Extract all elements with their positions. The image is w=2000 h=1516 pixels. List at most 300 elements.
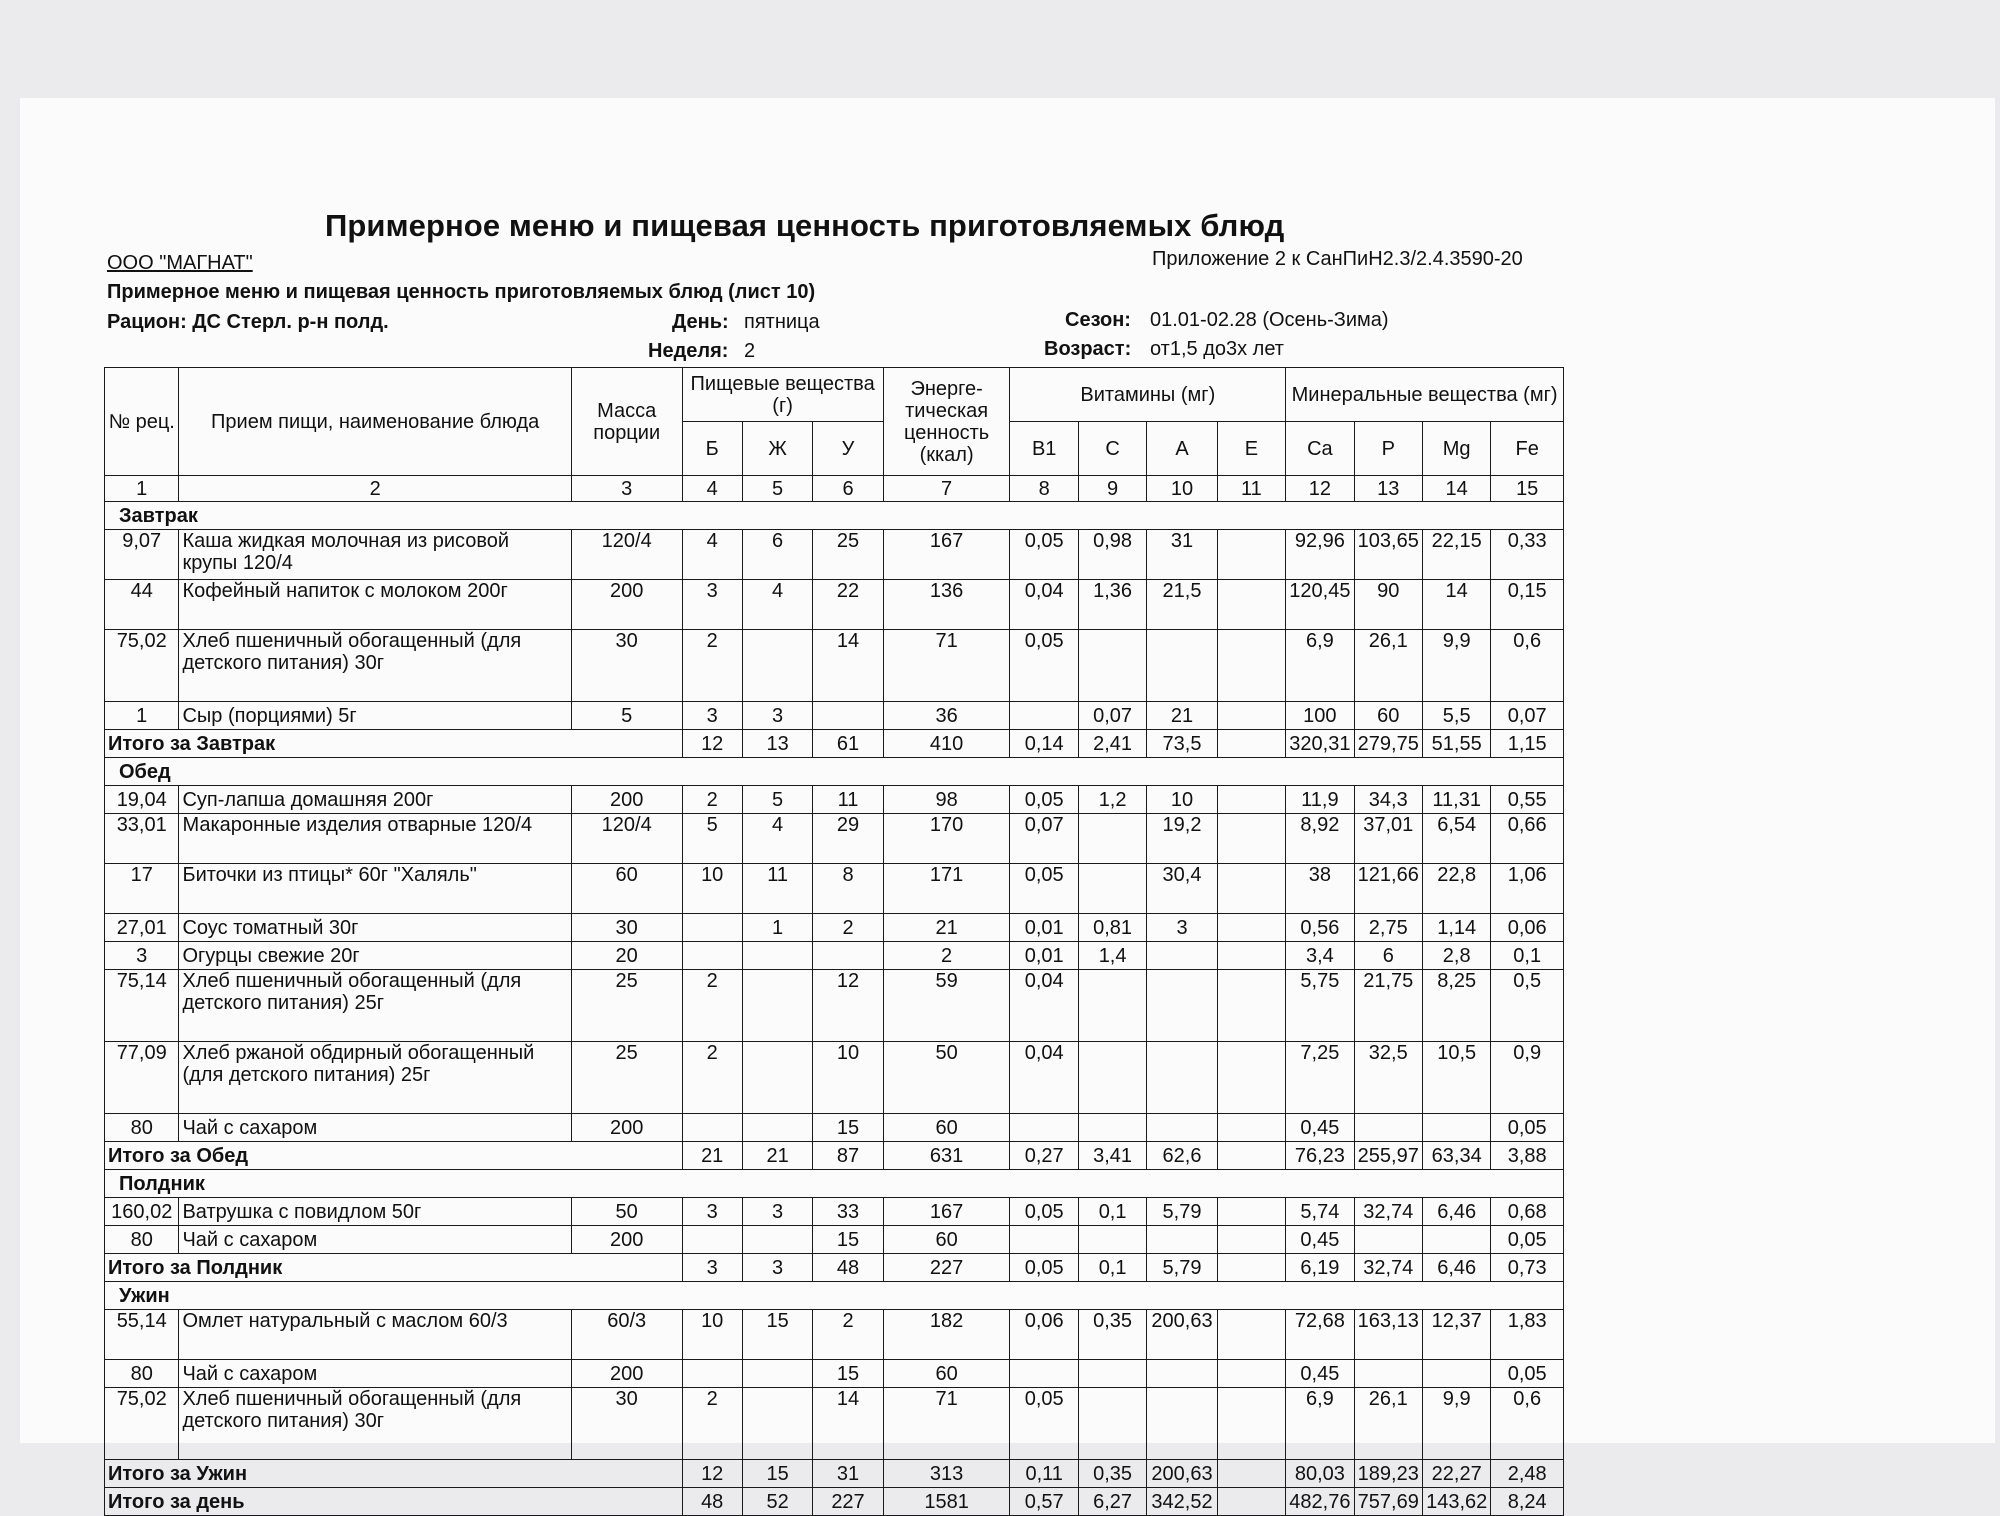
value-b1 <box>1010 1360 1078 1388</box>
total-row <box>105 730 1564 758</box>
value-e <box>1217 970 1285 1042</box>
total-kcal: 631 <box>883 1142 1010 1170</box>
value-p: 26,1 <box>1354 1388 1422 1460</box>
col-name: Прием пищи, наименование блюда <box>179 368 571 476</box>
value-c: 0,07 <box>1078 702 1146 730</box>
value-p: 26,1 <box>1354 630 1422 702</box>
column-number: 6 <box>813 476 883 502</box>
value-b: 2 <box>682 1042 742 1114</box>
value-mg: 10,5 <box>1422 1042 1490 1114</box>
day-total-c: 6,27 <box>1078 1488 1146 1516</box>
total-p: 279,75 <box>1354 730 1422 758</box>
value-fe: 0,55 <box>1491 786 1564 814</box>
value-a <box>1147 1360 1217 1388</box>
value-kcal: 71 <box>883 1388 1010 1460</box>
total-c: 0,1 <box>1078 1254 1146 1282</box>
total-b: 12 <box>682 730 742 758</box>
ration-label: Рацион: ДС Стерл. р-н полд. <box>107 311 389 333</box>
col-b: Б <box>682 422 742 476</box>
value-mg: 9,9 <box>1422 1388 1490 1460</box>
section-header-row <box>105 758 1564 786</box>
value-mg: 8,25 <box>1422 970 1490 1042</box>
value-e <box>1217 1388 1285 1460</box>
week-label: Неделя: <box>648 340 729 362</box>
value-kcal: 59 <box>883 970 1010 1042</box>
total-fe: 3,88 <box>1491 1142 1564 1170</box>
total-e <box>1217 1254 1285 1282</box>
col-mg: Mg <box>1422 422 1490 476</box>
col-fe: Fe <box>1491 422 1564 476</box>
value-zh: 5 <box>742 786 812 814</box>
dish-name: Чай с сахаром <box>179 1360 571 1388</box>
total-u: 87 <box>813 1142 883 1170</box>
value-e <box>1217 1042 1285 1114</box>
value-fe: 1,83 <box>1491 1310 1564 1360</box>
table-row <box>105 914 1564 942</box>
value-e <box>1217 864 1285 914</box>
age-value: от1,5 до3х лет <box>1150 338 1284 360</box>
value-c: 0,81 <box>1078 914 1146 942</box>
portion-mass: 50 <box>571 1198 682 1226</box>
dish-name: Макаронные изделия отварные 120/4 <box>179 814 571 864</box>
table-row <box>105 1042 1564 1114</box>
value-zh: 6 <box>742 530 812 580</box>
value-ca: 3,4 <box>1286 942 1354 970</box>
total-kcal: 410 <box>883 730 1010 758</box>
recipe-number: 75,02 <box>105 630 179 702</box>
total-fe: 2,48 <box>1491 1460 1564 1488</box>
value-kcal: 2 <box>883 942 1010 970</box>
value-u: 11 <box>813 786 883 814</box>
portion-mass: 120/4 <box>571 530 682 580</box>
value-c <box>1078 1226 1146 1254</box>
value-p: 37,01 <box>1354 814 1422 864</box>
section-title: Ужин <box>105 1282 1564 1310</box>
value-c <box>1078 864 1146 914</box>
value-a: 200,63 <box>1147 1310 1217 1360</box>
day-total-a: 342,52 <box>1147 1488 1217 1516</box>
total-c: 2,41 <box>1078 730 1146 758</box>
column-number: 3 <box>571 476 682 502</box>
value-p: 32,5 <box>1354 1042 1422 1114</box>
total-zh: 13 <box>742 730 812 758</box>
total-zh: 3 <box>742 1254 812 1282</box>
value-b1 <box>1010 702 1078 730</box>
value-fe: 0,6 <box>1491 630 1564 702</box>
recipe-number: 55,14 <box>105 1310 179 1360</box>
value-a: 21 <box>1147 702 1217 730</box>
total-label: Итого за Обед <box>105 1142 683 1170</box>
day-total-fe: 8,24 <box>1491 1488 1564 1516</box>
table-row <box>105 1226 1564 1254</box>
value-u: 12 <box>813 970 883 1042</box>
table-row <box>105 814 1564 864</box>
total-mg: 6,46 <box>1422 1254 1490 1282</box>
value-e <box>1217 1310 1285 1360</box>
total-zh: 15 <box>742 1460 812 1488</box>
value-u: 15 <box>813 1114 883 1142</box>
day-total-ca: 482,76 <box>1286 1488 1354 1516</box>
value-kcal: 60 <box>883 1114 1010 1142</box>
portion-mass: 200 <box>571 1360 682 1388</box>
portion-mass: 200 <box>571 786 682 814</box>
value-b1: 0,01 <box>1010 942 1078 970</box>
value-kcal: 167 <box>883 1198 1010 1226</box>
total-row <box>105 1460 1564 1488</box>
value-zh <box>742 1360 812 1388</box>
value-c: 1,36 <box>1078 580 1146 630</box>
value-p <box>1354 1114 1422 1142</box>
total-row <box>105 1254 1564 1282</box>
value-p: 21,75 <box>1354 970 1422 1042</box>
value-b: 2 <box>682 1388 742 1460</box>
value-fe: 0,07 <box>1491 702 1564 730</box>
value-b1: 0,05 <box>1010 864 1078 914</box>
column-number: 11 <box>1217 476 1285 502</box>
table-row <box>105 1360 1564 1388</box>
value-zh <box>742 1226 812 1254</box>
column-number: 1 <box>105 476 179 502</box>
day-total-kcal: 1581 <box>883 1488 1010 1516</box>
table-row <box>105 1310 1564 1360</box>
value-mg <box>1422 1360 1490 1388</box>
table-row <box>105 580 1564 630</box>
subtitle: Примерное меню и пищевая ценность приготовляемых блюд (лист 10) <box>107 281 816 303</box>
value-a <box>1147 1226 1217 1254</box>
value-e <box>1217 1114 1285 1142</box>
value-p: 2,75 <box>1354 914 1422 942</box>
value-zh: 4 <box>742 580 812 630</box>
dish-name: Каша жидкая молочная из рисовой крупы 120/4 <box>179 530 571 580</box>
day-label: День: <box>672 311 729 333</box>
dish-name: Чай с сахаром <box>179 1114 571 1142</box>
table-row <box>105 530 1564 580</box>
value-c <box>1078 1042 1146 1114</box>
total-mg: 51,55 <box>1422 730 1490 758</box>
total-b: 21 <box>682 1142 742 1170</box>
total-fe: 0,73 <box>1491 1254 1564 1282</box>
menu-table <box>104 367 1564 1516</box>
value-c: 1,4 <box>1078 942 1146 970</box>
value-c <box>1078 630 1146 702</box>
dish-name: Соус томатный 30г <box>179 914 571 942</box>
total-ca: 6,19 <box>1286 1254 1354 1282</box>
value-kcal: 50 <box>883 1042 1010 1114</box>
column-number: 14 <box>1422 476 1490 502</box>
value-zh: 15 <box>742 1310 812 1360</box>
value-ca: 5,74 <box>1286 1198 1354 1226</box>
value-b <box>682 942 742 970</box>
value-b: 3 <box>682 1198 742 1226</box>
total-c: 3,41 <box>1078 1142 1146 1170</box>
value-b1: 0,05 <box>1010 786 1078 814</box>
recipe-number: 80 <box>105 1360 179 1388</box>
value-ca: 0,56 <box>1286 914 1354 942</box>
value-fe: 0,5 <box>1491 970 1564 1042</box>
value-b1: 0,05 <box>1010 1198 1078 1226</box>
value-ca: 0,45 <box>1286 1226 1354 1254</box>
table-row <box>105 702 1564 730</box>
value-kcal: 171 <box>883 864 1010 914</box>
value-a: 10 <box>1147 786 1217 814</box>
total-e <box>1217 1142 1285 1170</box>
day-total-p: 757,69 <box>1354 1488 1422 1516</box>
value-fe: 0,9 <box>1491 1042 1564 1114</box>
value-u: 22 <box>813 580 883 630</box>
value-p: 32,74 <box>1354 1198 1422 1226</box>
value-fe: 1,06 <box>1491 864 1564 914</box>
value-b: 3 <box>682 580 742 630</box>
column-number: 13 <box>1354 476 1422 502</box>
value-kcal: 182 <box>883 1310 1010 1360</box>
value-b1: 0,06 <box>1010 1310 1078 1360</box>
value-p: 90 <box>1354 580 1422 630</box>
value-mg: 11,31 <box>1422 786 1490 814</box>
value-u: 14 <box>813 1388 883 1460</box>
value-a <box>1147 1388 1217 1460</box>
value-u: 2 <box>813 914 883 942</box>
total-e <box>1217 1460 1285 1488</box>
value-mg: 5,5 <box>1422 702 1490 730</box>
value-ca: 0,45 <box>1286 1360 1354 1388</box>
age-label: Возраст: <box>1044 338 1132 360</box>
value-a: 19,2 <box>1147 814 1217 864</box>
value-b: 2 <box>682 630 742 702</box>
recipe-number: 44 <box>105 580 179 630</box>
value-mg: 12,37 <box>1422 1310 1490 1360</box>
value-e <box>1217 530 1285 580</box>
section-header-row <box>105 502 1564 530</box>
value-b1: 0,04 <box>1010 970 1078 1042</box>
value-b: 4 <box>682 530 742 580</box>
value-mg: 1,14 <box>1422 914 1490 942</box>
recipe-number: 75,02 <box>105 1388 179 1460</box>
value-a <box>1147 942 1217 970</box>
value-mg: 22,15 <box>1422 530 1490 580</box>
total-zh: 21 <box>742 1142 812 1170</box>
value-b1: 0,01 <box>1010 914 1078 942</box>
value-c <box>1078 1114 1146 1142</box>
recipe-number: 160,02 <box>105 1198 179 1226</box>
value-e <box>1217 814 1285 864</box>
dish-name: Огурцы свежие 20г <box>179 942 571 970</box>
day-total-mg: 143,62 <box>1422 1488 1490 1516</box>
value-mg: 9,9 <box>1422 630 1490 702</box>
portion-mass: 200 <box>571 580 682 630</box>
value-kcal: 71 <box>883 630 1010 702</box>
total-b1: 0,14 <box>1010 730 1078 758</box>
dish-name: Ватрушка с повидлом 50г <box>179 1198 571 1226</box>
total-c: 0,35 <box>1078 1460 1146 1488</box>
value-zh <box>742 942 812 970</box>
dish-name: Сыр (порциями) 5г <box>179 702 571 730</box>
value-kcal: 167 <box>883 530 1010 580</box>
portion-mass: 30 <box>571 914 682 942</box>
portion-mass: 25 <box>571 970 682 1042</box>
table-row <box>105 1198 1564 1226</box>
value-b <box>682 1226 742 1254</box>
col-minerals: Минеральные вещества (мг) <box>1286 368 1564 422</box>
portion-mass: 5 <box>571 702 682 730</box>
col-c: C <box>1078 422 1146 476</box>
value-c <box>1078 1360 1146 1388</box>
value-u: 14 <box>813 630 883 702</box>
value-u <box>813 702 883 730</box>
value-a <box>1147 630 1217 702</box>
total-kcal: 227 <box>883 1254 1010 1282</box>
value-u: 33 <box>813 1198 883 1226</box>
value-b: 3 <box>682 702 742 730</box>
recipe-number: 80 <box>105 1226 179 1254</box>
col-b1: B1 <box>1010 422 1078 476</box>
col-energy: Энерге-тическая ценность (ккал) <box>883 368 1010 476</box>
total-a: 200,63 <box>1147 1460 1217 1488</box>
total-label: Итого за Ужин <box>105 1460 683 1488</box>
value-c: 0,35 <box>1078 1310 1146 1360</box>
total-b1: 0,11 <box>1010 1460 1078 1488</box>
value-kcal: 60 <box>883 1226 1010 1254</box>
value-u: 8 <box>813 864 883 914</box>
total-u: 61 <box>813 730 883 758</box>
col-ca: Ca <box>1286 422 1354 476</box>
value-fe: 0,68 <box>1491 1198 1564 1226</box>
value-u: 29 <box>813 814 883 864</box>
portion-mass: 25 <box>571 1042 682 1114</box>
total-mg: 63,34 <box>1422 1142 1490 1170</box>
value-c: 0,98 <box>1078 530 1146 580</box>
value-u: 15 <box>813 1226 883 1254</box>
value-ca: 11,9 <box>1286 786 1354 814</box>
value-e <box>1217 914 1285 942</box>
col-vitamins: Витамины (мг) <box>1010 368 1286 422</box>
total-mg: 22,27 <box>1422 1460 1490 1488</box>
col-mass: Масса порции <box>571 368 682 476</box>
value-b <box>682 914 742 942</box>
value-a <box>1147 1114 1217 1142</box>
value-fe: 0,66 <box>1491 814 1564 864</box>
value-p: 163,13 <box>1354 1310 1422 1360</box>
column-number: 8 <box>1010 476 1078 502</box>
value-e <box>1217 1198 1285 1226</box>
value-kcal: 98 <box>883 786 1010 814</box>
value-p: 6 <box>1354 942 1422 970</box>
column-number: 15 <box>1491 476 1564 502</box>
value-b <box>682 1114 742 1142</box>
value-u: 15 <box>813 1360 883 1388</box>
value-zh <box>742 1042 812 1114</box>
portion-mass: 120/4 <box>571 814 682 864</box>
table-row <box>105 1388 1564 1460</box>
value-c: 0,1 <box>1078 1198 1146 1226</box>
value-u: 25 <box>813 530 883 580</box>
portion-mass: 200 <box>571 1114 682 1142</box>
value-mg: 22,8 <box>1422 864 1490 914</box>
total-b1: 0,27 <box>1010 1142 1078 1170</box>
value-ca: 6,9 <box>1286 630 1354 702</box>
day-value: пятница <box>744 311 820 333</box>
value-p: 121,66 <box>1354 864 1422 914</box>
table-row <box>105 786 1564 814</box>
week-value: 2 <box>744 340 756 362</box>
value-fe: 0,05 <box>1491 1360 1564 1388</box>
value-b: 2 <box>682 786 742 814</box>
value-e <box>1217 1360 1285 1388</box>
total-p: 32,74 <box>1354 1254 1422 1282</box>
total-label: Итого за Полдник <box>105 1254 683 1282</box>
value-zh: 1 <box>742 914 812 942</box>
page-title: Примерное меню и пищевая ценность приготовляемых блюд <box>325 208 1285 243</box>
value-kcal: 60 <box>883 1360 1010 1388</box>
value-c <box>1078 970 1146 1042</box>
section-title: Завтрак <box>105 502 1564 530</box>
value-ca: 120,45 <box>1286 580 1354 630</box>
column-number: 9 <box>1078 476 1146 502</box>
value-mg <box>1422 1114 1490 1142</box>
value-u: 2 <box>813 1310 883 1360</box>
recipe-number: 1 <box>105 702 179 730</box>
table-row <box>105 864 1564 914</box>
total-b: 3 <box>682 1254 742 1282</box>
value-fe: 0,05 <box>1491 1114 1564 1142</box>
recipe-number: 33,01 <box>105 814 179 864</box>
value-kcal: 170 <box>883 814 1010 864</box>
portion-mass: 20 <box>571 942 682 970</box>
value-zh <box>742 970 812 1042</box>
value-b1: 0,05 <box>1010 1388 1078 1460</box>
recipe-number: 27,01 <box>105 914 179 942</box>
column-number-row <box>105 476 1564 502</box>
total-ca: 80,03 <box>1286 1460 1354 1488</box>
recipe-number: 19,04 <box>105 786 179 814</box>
column-number: 4 <box>682 476 742 502</box>
value-a: 21,5 <box>1147 580 1217 630</box>
value-a: 3 <box>1147 914 1217 942</box>
day-total-u: 227 <box>813 1488 883 1516</box>
value-b1: 0,04 <box>1010 580 1078 630</box>
value-fe: 0,15 <box>1491 580 1564 630</box>
total-e <box>1217 730 1285 758</box>
total-ca: 76,23 <box>1286 1142 1354 1170</box>
value-ca: 92,96 <box>1286 530 1354 580</box>
day-total-b: 48 <box>682 1488 742 1516</box>
dish-name: Биточки из птицы* 60г "Халяль" <box>179 864 571 914</box>
total-p: 189,23 <box>1354 1460 1422 1488</box>
table-row <box>105 630 1564 702</box>
table-row <box>105 942 1564 970</box>
value-kcal: 21 <box>883 914 1010 942</box>
column-number: 10 <box>1147 476 1217 502</box>
col-rec: № рец. <box>105 368 179 476</box>
value-e <box>1217 630 1285 702</box>
portion-mass: 30 <box>571 630 682 702</box>
section-header-row <box>105 1282 1564 1310</box>
value-fe: 0,06 <box>1491 914 1564 942</box>
value-zh <box>742 630 812 702</box>
column-number: 12 <box>1286 476 1354 502</box>
column-number: 5 <box>742 476 812 502</box>
value-ca: 7,25 <box>1286 1042 1354 1114</box>
total-kcal: 313 <box>883 1460 1010 1488</box>
value-zh: 4 <box>742 814 812 864</box>
dish-name: Хлеб пшеничный обогащенный (для детского питания) 25г <box>179 970 571 1042</box>
value-b1 <box>1010 1226 1078 1254</box>
value-b1: 0,05 <box>1010 530 1078 580</box>
value-a <box>1147 1042 1217 1114</box>
total-b1: 0,05 <box>1010 1254 1078 1282</box>
value-ca: 0,45 <box>1286 1114 1354 1142</box>
value-mg: 6,54 <box>1422 814 1490 864</box>
value-mg: 14 <box>1422 580 1490 630</box>
